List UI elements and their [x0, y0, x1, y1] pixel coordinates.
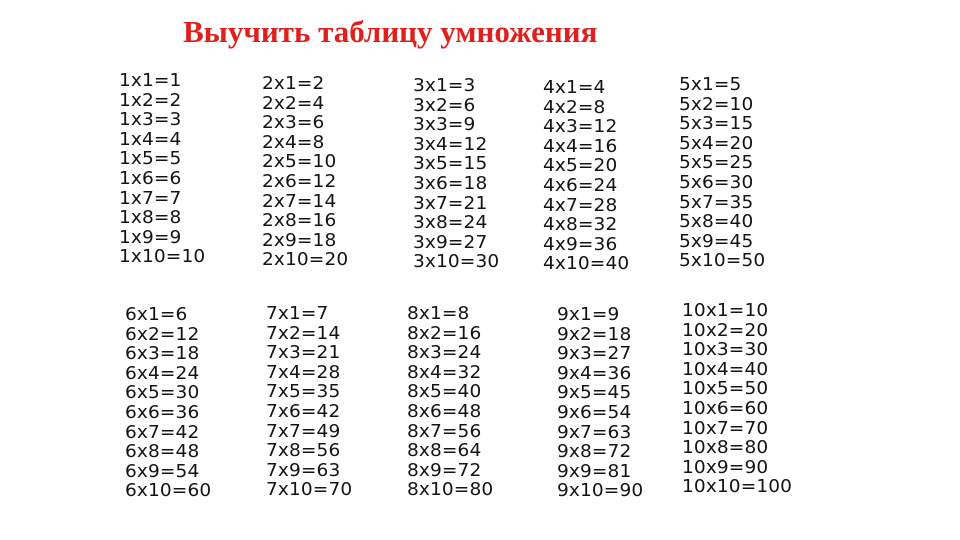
- multiplication-fact: 5x4=20: [679, 133, 754, 154]
- table-column-3: [413, 76, 500, 273]
- multiplication-fact: 9x6=54: [557, 402, 632, 423]
- table-column-1: [119, 71, 206, 268]
- table-column-9: [557, 305, 644, 502]
- multiplication-fact: 8x10=80: [407, 480, 494, 501]
- multiplication-fact: 1x1=1: [119, 71, 182, 91]
- multiplication-fact: 7x2=14: [266, 323, 341, 344]
- multiplication-fact: 4x6=24: [543, 175, 618, 196]
- table-column-10: [682, 301, 793, 498]
- multiplication-fact: 1x6=6: [119, 168, 182, 189]
- multiplication-fact: 1x7=7: [119, 188, 182, 209]
- table-column-2: [262, 74, 349, 271]
- multiplication-fact: 6x8=48: [125, 442, 200, 463]
- multiplication-fact: 6x1=6: [125, 305, 188, 325]
- multiplication-fact: 8x8=64: [407, 441, 482, 462]
- multiplication-fact: 9x3=27: [557, 344, 632, 365]
- multiplication-fact: 7x9=63: [266, 460, 341, 481]
- multiplication-fact: 3x9=27: [413, 232, 488, 253]
- multiplication-fact: 8x9=72: [407, 460, 482, 481]
- multiplication-fact: 5x9=45: [679, 231, 754, 252]
- multiplication-fact: 10x8=80: [682, 438, 769, 459]
- multiplication-fact: 8x3=24: [407, 343, 482, 364]
- multiplication-fact: 1x3=3: [119, 110, 182, 131]
- multiplication-fact: 4x3=12: [543, 117, 618, 138]
- multiplication-fact: 5x6=30: [679, 172, 754, 193]
- multiplication-fact: 7x5=35: [266, 382, 341, 403]
- multiplication-fact: 10x3=30: [682, 340, 769, 361]
- multiplication-fact: 4x9=36: [543, 234, 618, 255]
- multiplication-fact: 10x5=50: [682, 379, 769, 400]
- multiplication-fact: 8x7=56: [407, 421, 482, 442]
- multiplication-fact: 4x2=8: [543, 97, 606, 118]
- multiplication-fact: 6x7=42: [125, 422, 200, 443]
- multiplication-fact: 2x5=10: [262, 152, 337, 173]
- multiplication-fact: 3x3=9: [413, 115, 476, 136]
- multiplication-fact: 3x1=3: [413, 76, 476, 96]
- multiplication-fact: 8x4=32: [407, 362, 482, 383]
- multiplication-fact: 1x5=5: [119, 149, 182, 170]
- multiplication-fact: 2x8=16: [262, 211, 337, 232]
- multiplication-fact: 10x7=70: [682, 418, 769, 439]
- multiplication-fact: 10x10=100: [682, 477, 793, 498]
- multiplication-fact: 4x8=32: [543, 215, 618, 236]
- multiplication-fact: 9x1=9: [557, 305, 620, 325]
- multiplication-fact: 5x5=25: [679, 153, 754, 174]
- multiplication-fact: 5x8=40: [679, 212, 754, 233]
- multiplication-fact: 4x10=40: [543, 254, 630, 275]
- multiplication-fact: 4x4=16: [543, 136, 618, 157]
- table-column-5: [679, 75, 766, 272]
- table-column-4: [543, 78, 630, 275]
- multiplication-fact: 10x6=60: [682, 398, 769, 419]
- multiplication-fact: 6x10=60: [125, 481, 212, 502]
- multiplication-fact: 7x10=70: [266, 480, 353, 501]
- multiplication-fact: 5x3=15: [679, 114, 754, 135]
- multiplication-fact: 10x9=90: [682, 457, 769, 478]
- multiplication-fact: 3x10=30: [413, 252, 500, 273]
- multiplication-fact: 1x9=9: [119, 227, 182, 248]
- multiplication-fact: 9x10=90: [557, 481, 644, 502]
- table-column-7: [266, 304, 353, 501]
- multiplication-fact: 4x5=20: [543, 156, 618, 177]
- multiplication-fact: 7x1=7: [266, 304, 329, 324]
- multiplication-fact: 6x3=18: [125, 344, 200, 365]
- multiplication-fact: 8x1=8: [407, 304, 470, 324]
- multiplication-fact: 5x10=50: [679, 251, 766, 272]
- multiplication-fact: 4x7=28: [543, 195, 618, 216]
- multiplication-fact: 8x6=48: [407, 401, 482, 422]
- multiplication-fact: 3x2=6: [413, 95, 476, 116]
- multiplication-fact: 9x8=72: [557, 442, 632, 463]
- multiplication-fact: 2x6=12: [262, 171, 337, 192]
- multiplication-fact: 2x9=18: [262, 230, 337, 251]
- multiplication-fact: 9x7=63: [557, 422, 632, 443]
- multiplication-fact: 1x10=10: [119, 247, 206, 268]
- multiplication-fact: 6x6=36: [125, 402, 200, 423]
- multiplication-fact: 1x2=2: [119, 90, 182, 111]
- multiplication-fact: 5x7=35: [679, 192, 754, 213]
- multiplication-fact: 9x4=36: [557, 363, 632, 384]
- multiplication-fact: 3x8=24: [413, 213, 488, 234]
- multiplication-fact: 1x4=4: [119, 129, 182, 150]
- multiplication-fact: 3x7=21: [413, 193, 488, 214]
- multiplication-fact: 3x5=15: [413, 154, 488, 175]
- multiplication-fact: 2x3=6: [262, 113, 325, 134]
- multiplication-fact: 3x6=18: [413, 173, 488, 194]
- multiplication-fact: 9x9=81: [557, 461, 632, 482]
- multiplication-fact: 5x2=10: [679, 94, 754, 115]
- multiplication-fact: 7x4=28: [266, 362, 341, 383]
- multiplication-fact: 2x2=4: [262, 93, 325, 114]
- multiplication-fact: 10x1=10: [682, 301, 769, 321]
- multiplication-fact: 6x5=30: [125, 383, 200, 404]
- multiplication-fact: 7x7=49: [266, 421, 341, 442]
- multiplication-fact: 7x3=21: [266, 343, 341, 364]
- multiplication-fact: 8x5=40: [407, 382, 482, 403]
- multiplication-fact: 8x2=16: [407, 323, 482, 344]
- multiplication-fact: 7x8=56: [266, 441, 341, 462]
- multiplication-fact: 3x4=12: [413, 134, 488, 155]
- multiplication-fact: 10x2=20: [682, 320, 769, 341]
- multiplication-fact: 6x2=12: [125, 324, 200, 345]
- multiplication-fact: 2x7=14: [262, 191, 337, 212]
- multiplication-fact: 9x2=18: [557, 324, 632, 345]
- multiplication-fact: 2x1=2: [262, 74, 325, 94]
- multiplication-fact: 7x6=42: [266, 401, 341, 422]
- multiplication-fact: 1x8=8: [119, 208, 182, 229]
- table-column-6: [125, 305, 212, 502]
- multiplication-fact: 4x1=4: [543, 78, 606, 98]
- multiplication-fact: 10x4=40: [682, 359, 769, 380]
- table-column-8: [407, 304, 494, 501]
- multiplication-fact: 2x4=8: [262, 132, 325, 153]
- multiplication-fact: 9x5=45: [557, 383, 632, 404]
- multiplication-fact: 5x1=5: [679, 75, 742, 95]
- page-title: Выучить таблицу умножения: [183, 14, 598, 49]
- multiplication-fact: 6x4=24: [125, 363, 200, 384]
- multiplication-fact: 6x9=54: [125, 461, 200, 482]
- multiplication-fact: 2x10=20: [262, 250, 349, 271]
